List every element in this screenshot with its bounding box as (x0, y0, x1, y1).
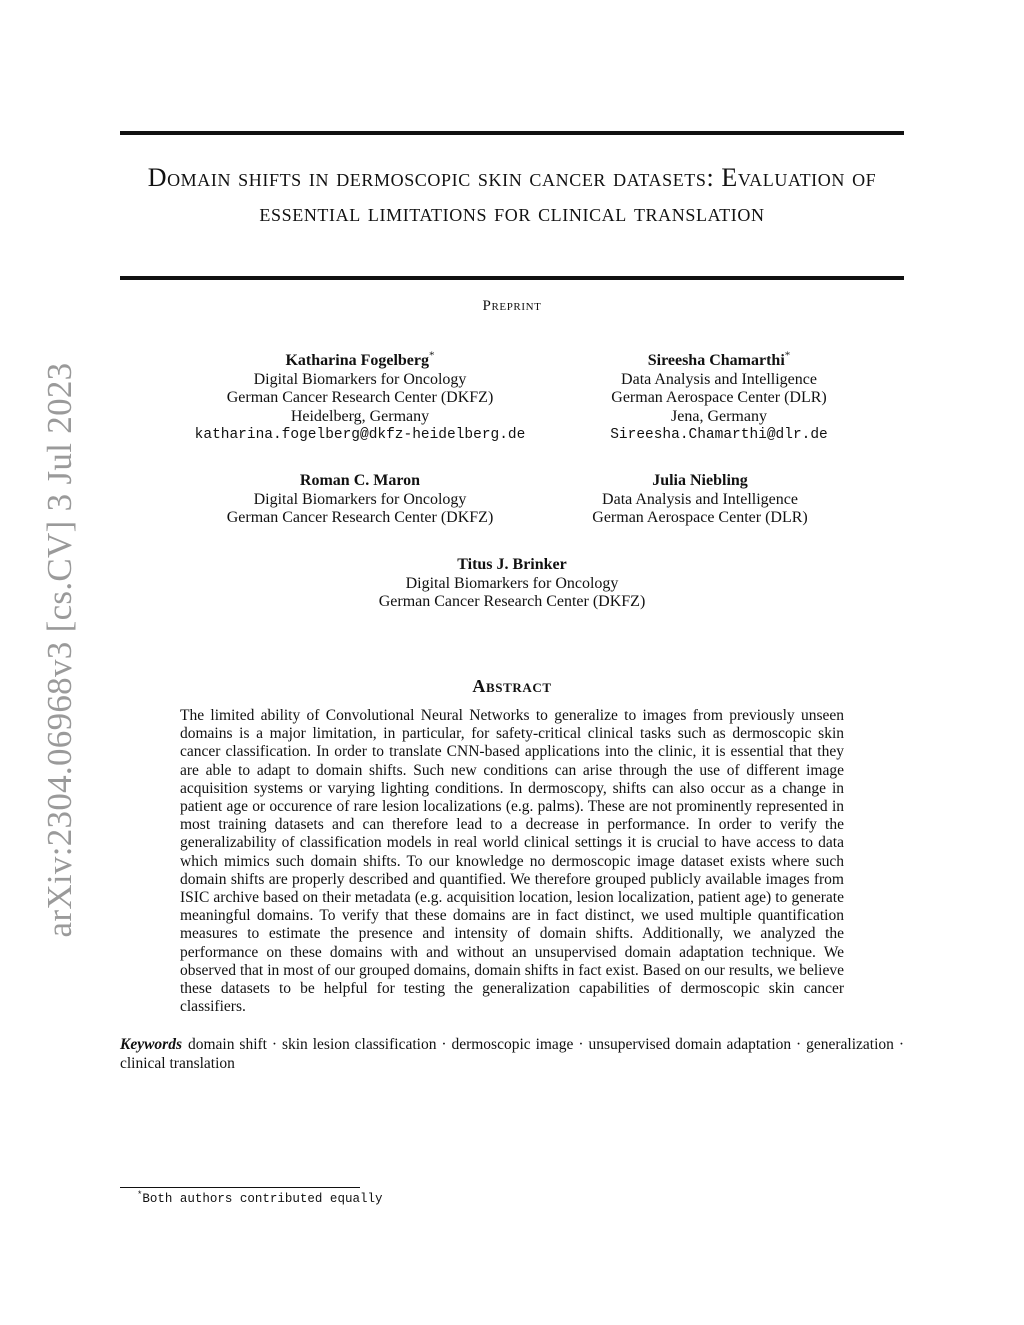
arxiv-identifier: arXiv:2304.06968v3 [cs.CV] 3 Jul 2023 (40, 362, 79, 938)
author-affiliation: German Aerospace Center (DLR) (611, 389, 827, 406)
footnote-rule (120, 1187, 360, 1188)
author-name: Katharina Fogelberg (285, 352, 430, 369)
author-name: Julia Niebling (652, 472, 748, 489)
footnote-mark: * (137, 1189, 143, 1200)
keywords (120, 1036, 904, 1073)
footnote-text: Both authors contributed equally (142, 1192, 383, 1206)
author-block (312, 556, 712, 612)
author-affiliation: German Cancer Research Center (DKFZ) (226, 389, 494, 406)
author-block (550, 472, 850, 528)
author-affiliation: Digital Biomarkers for Oncology (405, 574, 619, 592)
keywords-text: domain shift · skin lesion classification · dermoscopic image · unsupervised domain adaptation · generalization · clinical translation (120, 1036, 904, 1072)
author-email: Sireesha.Chamarthi@dlr.de (610, 427, 828, 443)
abstract-text: The limited ability of Convolutional Neural Networks to generalize to images from previously unseen domains is a major limitation, in particular, for safety-critical clinical tasks such as dermoscopic skin cancer classification. In order to translate CNN-based applications into the clinic, it is essential that they are able to adapt to domain shifts. Such new conditions can arise through the use of different image acquisition systems or varying lighting conditions. In dermoscopy, shifts can also occur as a change in patient age or occurence of rare lesion localizations (e.g. palms). These are not prominently represented in most training datasets and can therefore lead to a decrease in performance. In order to verify the generalizability of classification models in real world clinical settings it is crucial to have access to data which mimics such domain shifts. To our knowledge no dermoscopic image dataset exists where such domain shifts are properly described and quantified. We therefore grouped publicly available images from ISIC archive based on their metadata (e.g. acquisition location, lesion localization, patient age) to generate meaningful domains. To verify that these domains are in fact distinct, we used multiple quantification measures to estimate the presence and intensity of domain shifts. Additionally, we analyzed the performance on these domains with and without an unsupervised domain adaptation technique. We observed that in most of our grouped domains, domain shifts in fact exist. Based on our results, we believe these datasets to be helpful for testing the generalization capabilities of dermoscopic skin cancer classifiers. (180, 707, 844, 1016)
author-block (160, 349, 560, 445)
author-location: Jena, Germany (671, 407, 767, 425)
author-affiliation: German Cancer Research Center (DKFZ) (226, 509, 494, 526)
paper-title: Domain shifts in dermoscopic skin cancer datasets: Evaluation of essential limitations for clinical translation (147, 163, 877, 227)
author-affiliation: Digital Biomarkers for Oncology (253, 370, 467, 388)
author-affiliation: Data Analysis and Intelligence (621, 370, 817, 388)
author-name: Titus J. Brinker (457, 556, 567, 573)
author-block (569, 349, 869, 445)
author-location: Heidelberg, Germany (290, 407, 430, 425)
footnote (137, 1189, 383, 1206)
author-footnote-mark: * (429, 349, 435, 362)
author-affiliation: German Cancer Research Center (DKFZ) (378, 593, 646, 610)
author-footnote-mark: * (784, 349, 791, 362)
abstract-heading: Abstract (472, 676, 552, 696)
author-name: Roman C. Maron (299, 472, 421, 489)
author-block (160, 472, 560, 528)
author-affiliation: German Aerospace Center (DLR) (592, 509, 808, 526)
author-affiliation: Digital Biomarkers for Oncology (253, 490, 467, 508)
author-email: katharina.fogelberg@dkfz-heidelberg.de (194, 427, 526, 443)
preprint-label: Preprint (482, 298, 542, 314)
title-rule-bottom (120, 276, 904, 280)
keywords-label: Keywords (120, 1036, 182, 1053)
title-rule-top (120, 131, 904, 135)
author-affiliation: Data Analysis and Intelligence (602, 490, 798, 508)
author-name: Sireesha Chamarthi (647, 352, 785, 369)
